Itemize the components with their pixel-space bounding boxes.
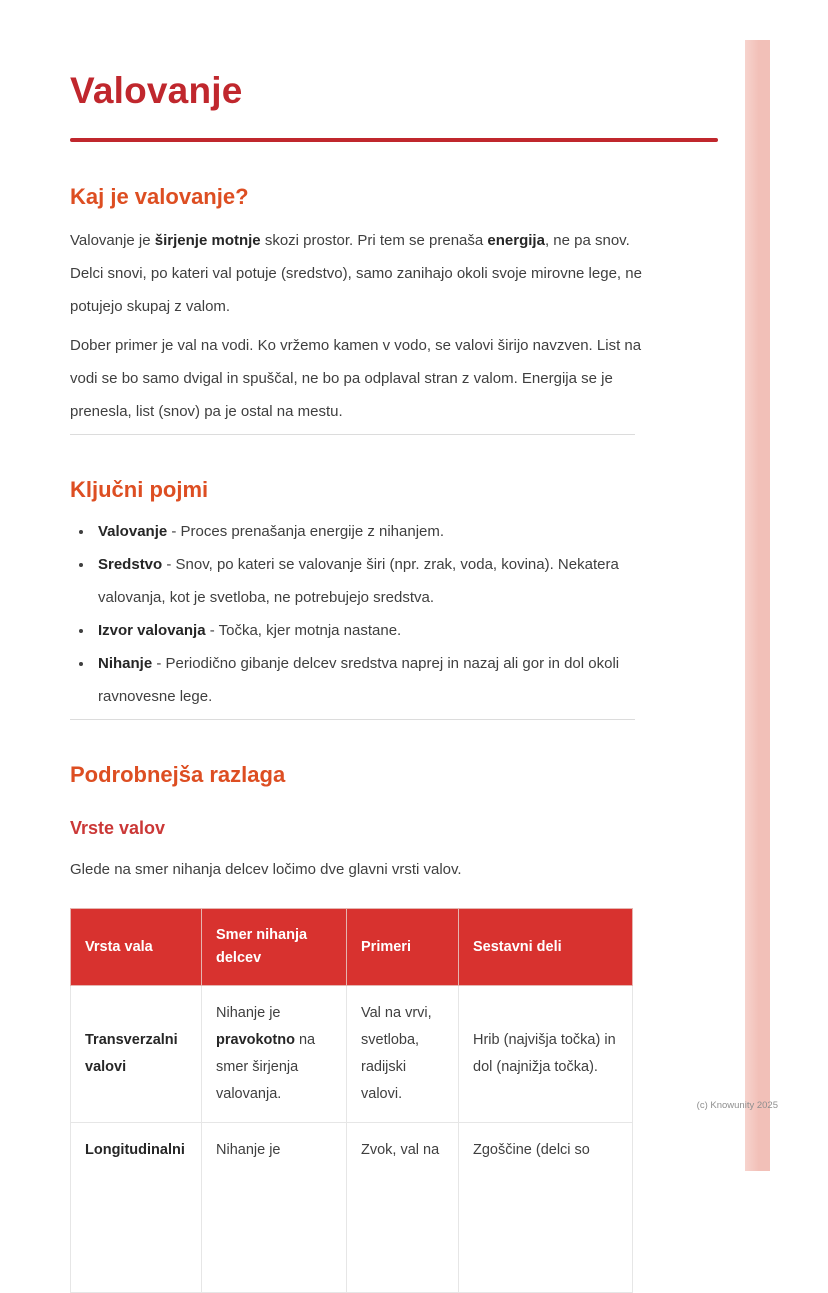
- section-divider: [70, 719, 635, 720]
- table-cell: Val na vrvi, svetloba, radijski valovi.: [347, 986, 459, 1123]
- term-list-item: • Izvor valovanja - Točka, kjer motnja nastane.: [94, 614, 648, 647]
- section-intro: [70, 184, 720, 428]
- table-cell: Longitudinalni: [71, 1123, 202, 1293]
- section-heading-intro: Kaj je valovanje?: [70, 184, 249, 209]
- term-list-item: • Sredstvo - Snov, po kateri se valovanje širi (npr. zrak, voda, kovina). Nekatera valovanja, kot je svetloba, ne potrebujejo sredstva.: [94, 548, 648, 614]
- term-list-item: • Valovanje - Proces prenašanja energije z nihanjem.: [94, 515, 648, 548]
- table-cell: Nihanje je: [202, 1123, 347, 1293]
- intro-paragraph-1: Valovanje je širjenje motnje skozi prostor. Pri tem se prenaša energija, ne pa snov. Delci snovi, po kateri val potuje (sredstvo), samo zanihajo okoli svoje mirovne lege, ne potujejo skupaj z valom.: [70, 232, 642, 315]
- footer-credit: (c) Knowunity 2025: [696, 1100, 778, 1111]
- sub-heading-wave-types: Vrste valov: [70, 818, 166, 838]
- section-detail: [70, 762, 720, 1293]
- table-row: [71, 1123, 633, 1293]
- column-header-primeri: Primeri: [347, 909, 459, 986]
- term-list-item: • Nihanje - Periodično gibanje delcev sredstva naprej in nazaj ali gor in dol okoli ravnovesne lege.: [94, 647, 648, 713]
- term-list: [70, 515, 648, 713]
- column-header-sestavni-deli: Sestavni deli: [459, 909, 633, 986]
- table-cell: Zgoščine (delci so: [459, 1123, 633, 1293]
- page-title: Valovanje: [70, 70, 243, 111]
- detail-paragraph: Glede na smer nihanja delcev ločimo dve glavni vrsti valov.: [70, 861, 462, 878]
- section-heading-detail: Podrobnejša razlaga: [70, 762, 286, 787]
- accent-strip: [745, 40, 770, 1171]
- document-content: [70, 0, 720, 1293]
- section-divider: [70, 434, 635, 435]
- table-cell: Hrib (najvišja točka) in dol (najnižja točka).: [459, 986, 633, 1123]
- column-header-vrsta-vala: Vrsta vala: [71, 909, 202, 986]
- table-cell: Transverzalni valovi: [71, 986, 202, 1123]
- section-terms: [70, 477, 720, 713]
- section-heading-terms: Ključni pojmi: [70, 477, 209, 502]
- table-row: [71, 986, 633, 1123]
- intro-paragraph-2: Dober primer je val na vodi. Ko vržemo kamen v vodo, se valovi širijo navzven. List na vodi se bo samo dvigal in spuščal, ne bo pa odplaval stran z valom. Energija se je prenesla, list (snov) pa je ostal na mestu.: [70, 337, 642, 420]
- table-cell: Zvok, val na: [347, 1123, 459, 1293]
- column-header-smer-nihanja: Smer nihanja delcev: [202, 909, 347, 986]
- table-header-row: [71, 909, 633, 986]
- table-cell: Nihanje je pravokotno na smer širjenja valovanja.: [202, 986, 347, 1123]
- wave-types-table: [70, 908, 633, 1293]
- title-rule: [70, 138, 718, 142]
